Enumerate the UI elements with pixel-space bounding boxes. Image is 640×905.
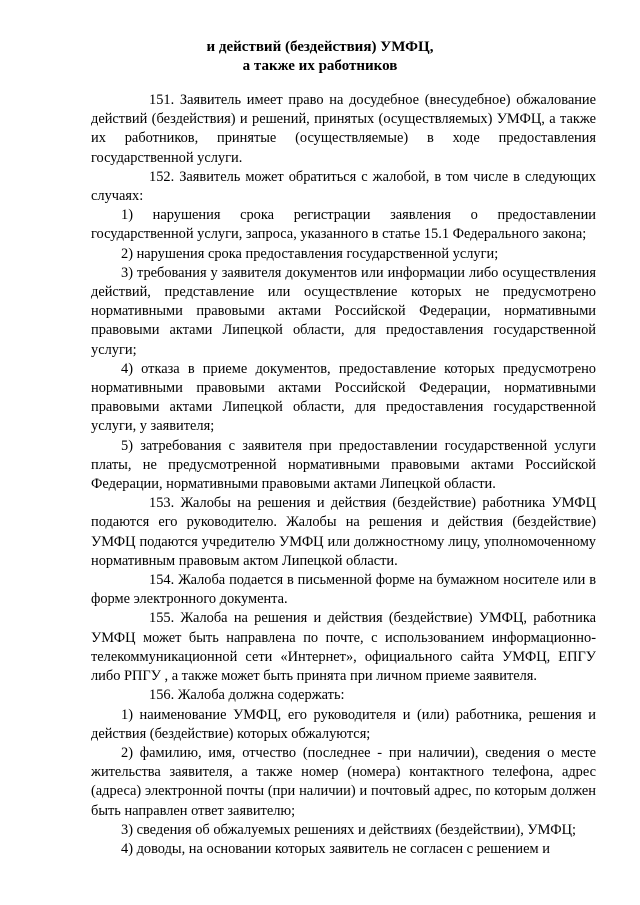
document-body xyxy=(91,91,596,859)
heading-line-2: а также их работников xyxy=(242,58,398,74)
heading-line-1: и действий (бездействия) УМФЦ, xyxy=(206,39,434,55)
list-item: 2) фамилию, имя, отчество (последнее - при наличии), сведения о месте жительства заявителя, а также номер (номера) контактного телефона, адрес (адреса) электронной почты (при наличии) и почтовый адрес, по которым должен быть направлен ответ заявителю; xyxy=(91,744,596,819)
list-item: 3) требования у заявителя документов или информации либо осуществления действий, представление или осуществление которых не предусмотрено нормативными правовыми актами Российской Федерации, нормативными правовыми актами Липецкой области, для предоставления государственной услуги; xyxy=(91,264,596,358)
paragraph: 155. Жалоба на решения и действия (бездействие) УМФЦ, работника УМФЦ может быть направлена по почте, с использованием информационно-телекоммуникационной сети «Интернет», официального сайта УМФЦ, ЕПГУ либо РПГУ , а также может быть принята при личном приеме заявителя. xyxy=(91,610,596,685)
list-item: 3) сведения об обжалуемых решениях и действиях (бездействии), УМФЦ; xyxy=(121,821,576,838)
list-item: 2) нарушения срока предоставления государственной услуги; xyxy=(121,245,499,262)
paragraph: 151. Заявитель имеет право на досудебное (внесудебное) обжалование действий (бездействия) и решений, принятых (осуществляемых) УМФЦ, а также их работников, принятые (осуществляемые) в ходе предоставления государственной услуги. xyxy=(91,92,596,166)
paragraph: 156. Жалоба должна содержать: xyxy=(149,687,345,704)
list-item: 5) затребования с заявителя при предоставлении государственной услуги платы, не предусмотренной нормативными правовыми актами Российской Федерации, нормативными правовыми актами Липецкой области. xyxy=(91,437,596,493)
list-item: 1) нарушения срока регистрации заявления о предоставлении государственной услуги, запроса, указанного в статье 15.1 Федерального закона; xyxy=(91,207,596,243)
paragraph: 152. Заявитель может обратиться с жалобой, в том числе в следующих случаях: xyxy=(91,168,596,205)
paragraph: 154. Жалоба подается в письменной форме на бумажном носителе или в форме электронного документа. xyxy=(91,572,596,608)
section-heading xyxy=(0,38,640,76)
list-item: 4) отказа в приеме документов, предоставление которых предусмотрено нормативными правовыми актами Российской Федерации, нормативными правовыми актами Липецкой области, для предоставления государственной услуги, у заявителя; xyxy=(91,360,596,435)
list-item: 4) доводы, на основании которых заявитель не согласен с решением и xyxy=(121,840,550,857)
list-item: 1) наименование УМФЦ, его руководителя и (или) работника, решения и действия (бездействие) которых обжалуются; xyxy=(91,706,596,742)
paragraph: 153. Жалобы на решения и действия (бездействие) работника УМФЦ подаются его руководителю. Жалобы на решения и действия (бездействие) УМФЦ подаются учредителю УМФЦ или должностному лицу, уполномоченному нормативным правовым актом Липецкой области. xyxy=(91,495,596,569)
